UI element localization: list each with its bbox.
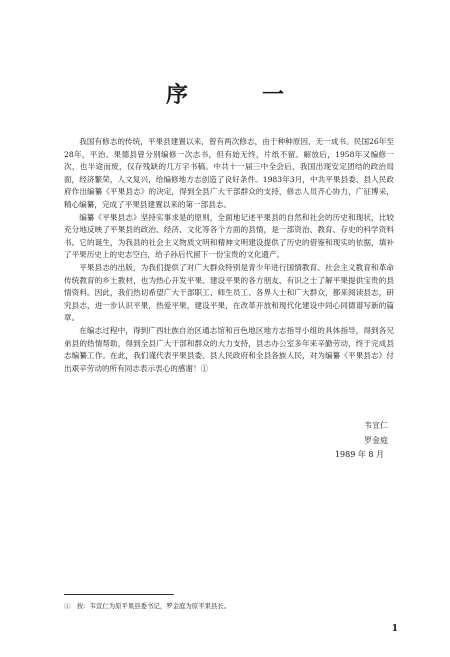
page-number: 1	[391, 624, 398, 634]
footnote: ① 按：韦宣仁为原平果县委书记，罗金庭为原平果县长。	[64, 602, 231, 610]
paragraph-1: 我国有修志的传统，平果县建置以来，曾有两次修志，由于种种原因，无一成书。民国26年至28年，平治、果德县曾分别编修一次志书，但有始无终，片纸不留。解放后，1958年又编修一次，也半途而废，仅存残缺的几万字书稿。中共十一届三中全会后，我国出现安定团结的政治局面，经济繁荣，人文复兴，给编修地方志创造了良好条件。1983年3月，中共平果县委、县人民政府作出编纂《平果县志》的决定，得到全县广大干部群众的支持，修志人员齐心协力，广征博采，精心编纂，完成了平果县建置以来的第一部县志。	[64, 137, 394, 209]
page-title: 序 一	[165, 82, 310, 108]
paragraph-3: 平果县志的出版，为我们提供了对广大群众特别是青少年进行国情教育、社会主义教育和革命传统教育的乡土教材，也为热心开发平果、建设平果的各方朋友、有识之士了解平果提供宝贵的县情资料。因此，我们热切希望广大干部职工、师生员工、各界人士和广大群众，都来阅读县志，研究县志，进一步认识平果，热爱平果，建设平果，在改革开放和现代化建设中同心同德谱写新的篇章。	[64, 262, 394, 323]
paragraph-4: 在编志过程中，得到广西壮族自治区通志馆和百色地区地方志指导小组的具体指导，得到各兄弟县的热情帮助，得到全县广大干部和群众的大力支持，县志办公室多年来辛勤劳动，终于完成县志编纂工作。在此，我们谨代表平果县委、县人民政府和全县各族人民，对为编纂《平果县志》付出艰辛劳动的所有同志表示衷心的感谢！①	[64, 325, 394, 373]
signature-author-1: 韦宣仁	[364, 421, 388, 430]
paragraph-2: 编纂《平果县志》坚持实事求是的原则，全面地记述平果县的自然和社会的历史和现状，比较充分地反映了平果县的政治、经济、文化等各个方面的县情，是一部资治、教育、存史的科学资料书。它的诞生，为我县的社会主义物质文明和精神文明建设提供了历史的借鉴和现实的依据，填补了平果历史上的史志空白，给子孙后代留下一份宝贵的文化遗产。	[64, 212, 394, 260]
footnote-divider	[64, 594, 174, 595]
preface-body	[64, 136, 394, 375]
signature-author-2: 罗金庭	[364, 436, 388, 445]
signature-date: 1989 年 8 月	[334, 450, 384, 459]
